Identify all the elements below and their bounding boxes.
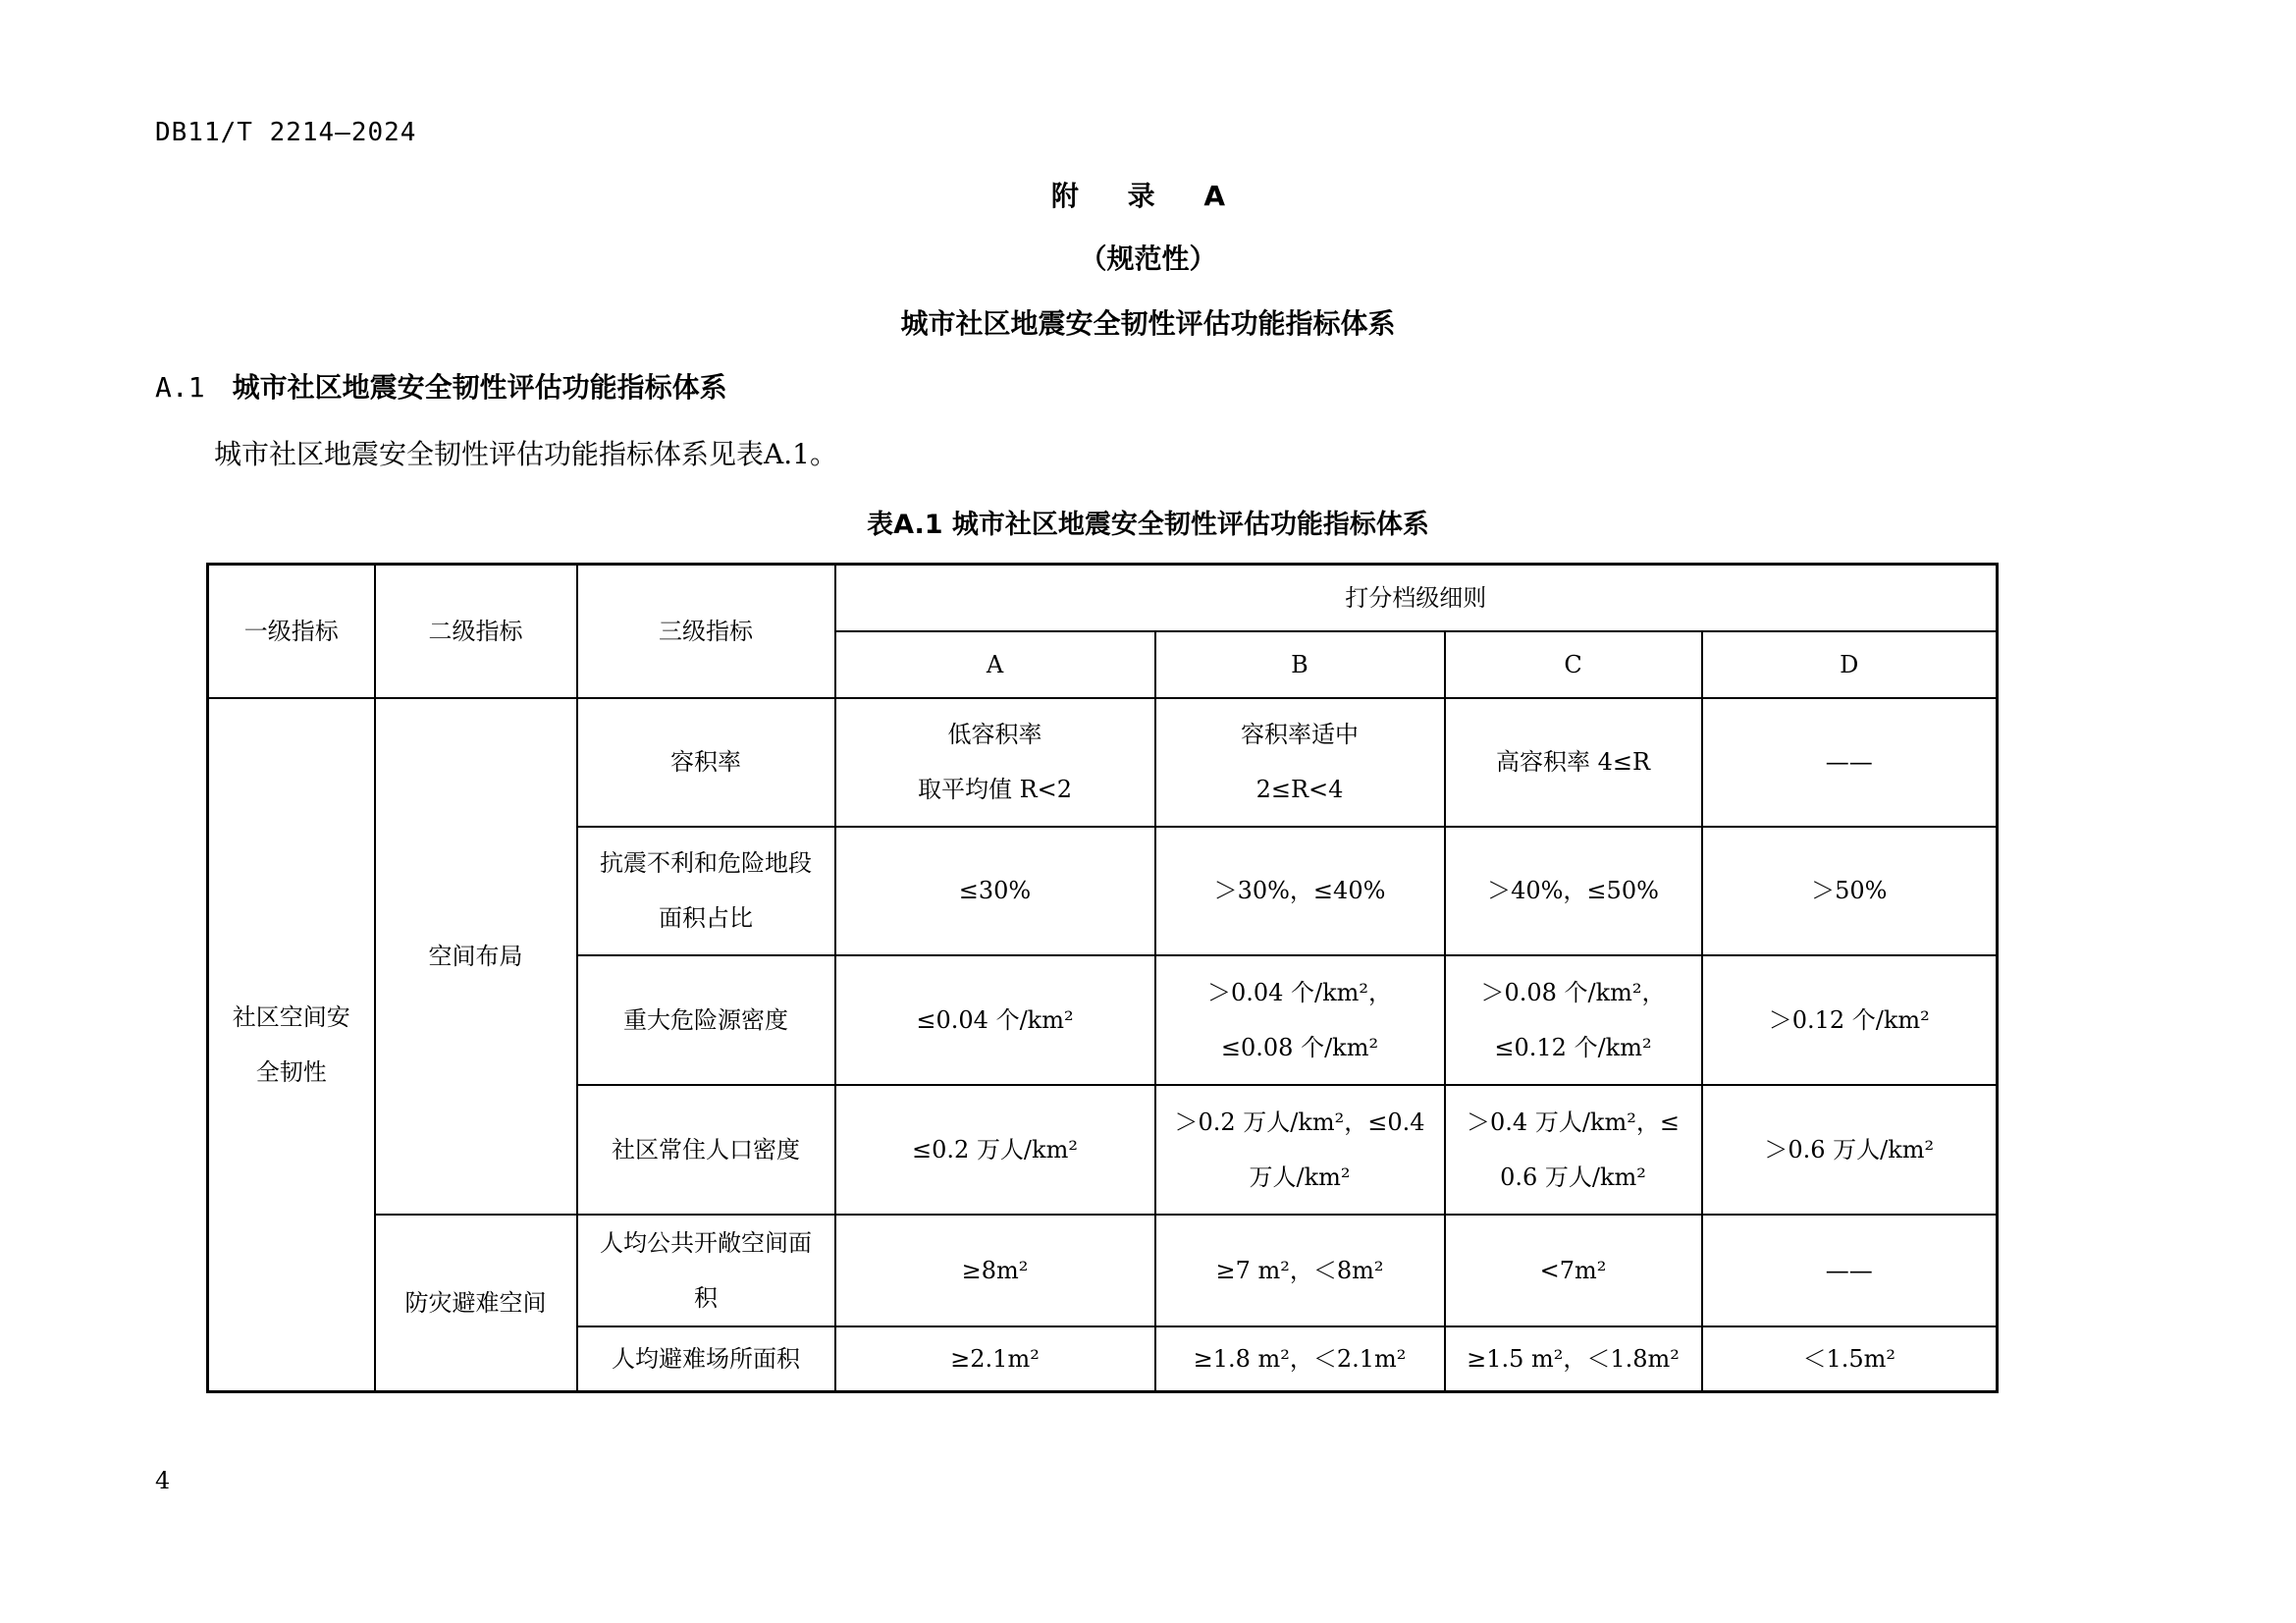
- section-heading: [155, 366, 727, 406]
- indicator-cell: 人均公共开敞空间面 积: [577, 1215, 835, 1326]
- grade-b-cell: 容积率适中 2≤R<4: [1155, 698, 1445, 827]
- indicator-table: [206, 563, 1999, 1393]
- grade-a-cell: ≤0.2 万人/km²: [835, 1085, 1155, 1215]
- header-scoring: 打分档级细则: [835, 565, 1998, 631]
- grade-c-cell: ＞40%，≤50%: [1445, 827, 1702, 955]
- group-layout-cell: 空间布局: [375, 698, 577, 1215]
- grade-c-cell: ≥1.5 m²，＜1.8m²: [1445, 1326, 1702, 1392]
- grade-a-cell: ≤30%: [835, 827, 1155, 955]
- grade-b-cell: ＞30%，≤40%: [1155, 827, 1445, 955]
- header-grade-d: D: [1702, 631, 1998, 698]
- header-level3: 三级指标: [577, 565, 835, 698]
- indicator-cell: 容积率: [577, 698, 835, 827]
- section-body-text: 城市社区地震安全韧性评估功能指标体系见表A.1。: [214, 438, 837, 470]
- header-level2: 二级指标: [375, 565, 577, 698]
- grade-b-cell: ＞0.04 个/km²， ≤0.08 个/km²: [1155, 955, 1445, 1085]
- grade-a-cell: ≥2.1m²: [835, 1326, 1155, 1392]
- grade-c-cell: ＞0.08 个/km²， ≤0.12 个/km²: [1445, 955, 1702, 1085]
- grade-d-cell: ＞0.6 万人/km²: [1702, 1085, 1998, 1215]
- grade-d-cell: ——: [1702, 1215, 1998, 1326]
- group-shelter-cell: 防灾避难空间: [375, 1215, 577, 1392]
- table-row: [208, 1215, 1998, 1326]
- appendix-title: 附 录 A: [1050, 180, 1246, 212]
- grade-c-cell: 高容积率 4≤R: [1445, 698, 1702, 827]
- section-number: A.1: [155, 371, 205, 404]
- grade-b-cell: ＞0.2 万人/km²，≤0.4 万人/km²: [1155, 1085, 1445, 1215]
- table-caption: 表A.1 城市社区地震安全韧性评估功能指标体系: [867, 510, 1429, 540]
- page-number: 4: [155, 1467, 171, 1494]
- grade-a-cell: ≥8m²: [835, 1215, 1155, 1326]
- grade-b-cell: ≥1.8 m²，＜2.1m²: [1155, 1326, 1445, 1392]
- indicator-cell: 重大危险源密度: [577, 955, 835, 1085]
- header-grade-c: C: [1445, 631, 1702, 698]
- grade-a-cell: 低容积率 取平均值 R<2: [835, 698, 1155, 827]
- grade-a-cell: ≤0.04 个/km²: [835, 955, 1155, 1085]
- level1-cell: 社区空间安 全韧性: [208, 698, 375, 1392]
- section-title: 城市社区地震安全韧性评估功能指标体系: [232, 371, 727, 404]
- grade-c-cell: <7m²: [1445, 1215, 1702, 1326]
- document-code: DB11/T 2214—2024: [155, 118, 417, 147]
- table-row: [208, 698, 1998, 827]
- header-grade-a: A: [835, 631, 1155, 698]
- grade-d-cell: ＞50%: [1702, 827, 1998, 955]
- header-level1: 一级指标: [208, 565, 375, 698]
- appendix-heading: 城市社区地震安全韧性评估功能指标体系: [900, 307, 1396, 340]
- indicator-cell: 人均避难场所面积: [577, 1326, 835, 1392]
- grade-d-cell: ＜1.5m²: [1702, 1326, 1998, 1392]
- grade-b-cell: ≥7 m²，＜8m²: [1155, 1215, 1445, 1326]
- indicator-cell: 社区常住人口密度: [577, 1085, 835, 1215]
- header-grade-b: B: [1155, 631, 1445, 698]
- table-header-row: [208, 565, 1998, 631]
- grade-c-cell: ＞0.4 万人/km²，≤ 0.6 万人/km²: [1445, 1085, 1702, 1215]
- appendix-type: （规范性）: [1079, 243, 1217, 275]
- grade-d-cell: ——: [1702, 698, 1998, 827]
- grade-d-cell: ＞0.12 个/km²: [1702, 955, 1998, 1085]
- indicator-cell: 抗震不利和危险地段 面积占比: [577, 827, 835, 955]
